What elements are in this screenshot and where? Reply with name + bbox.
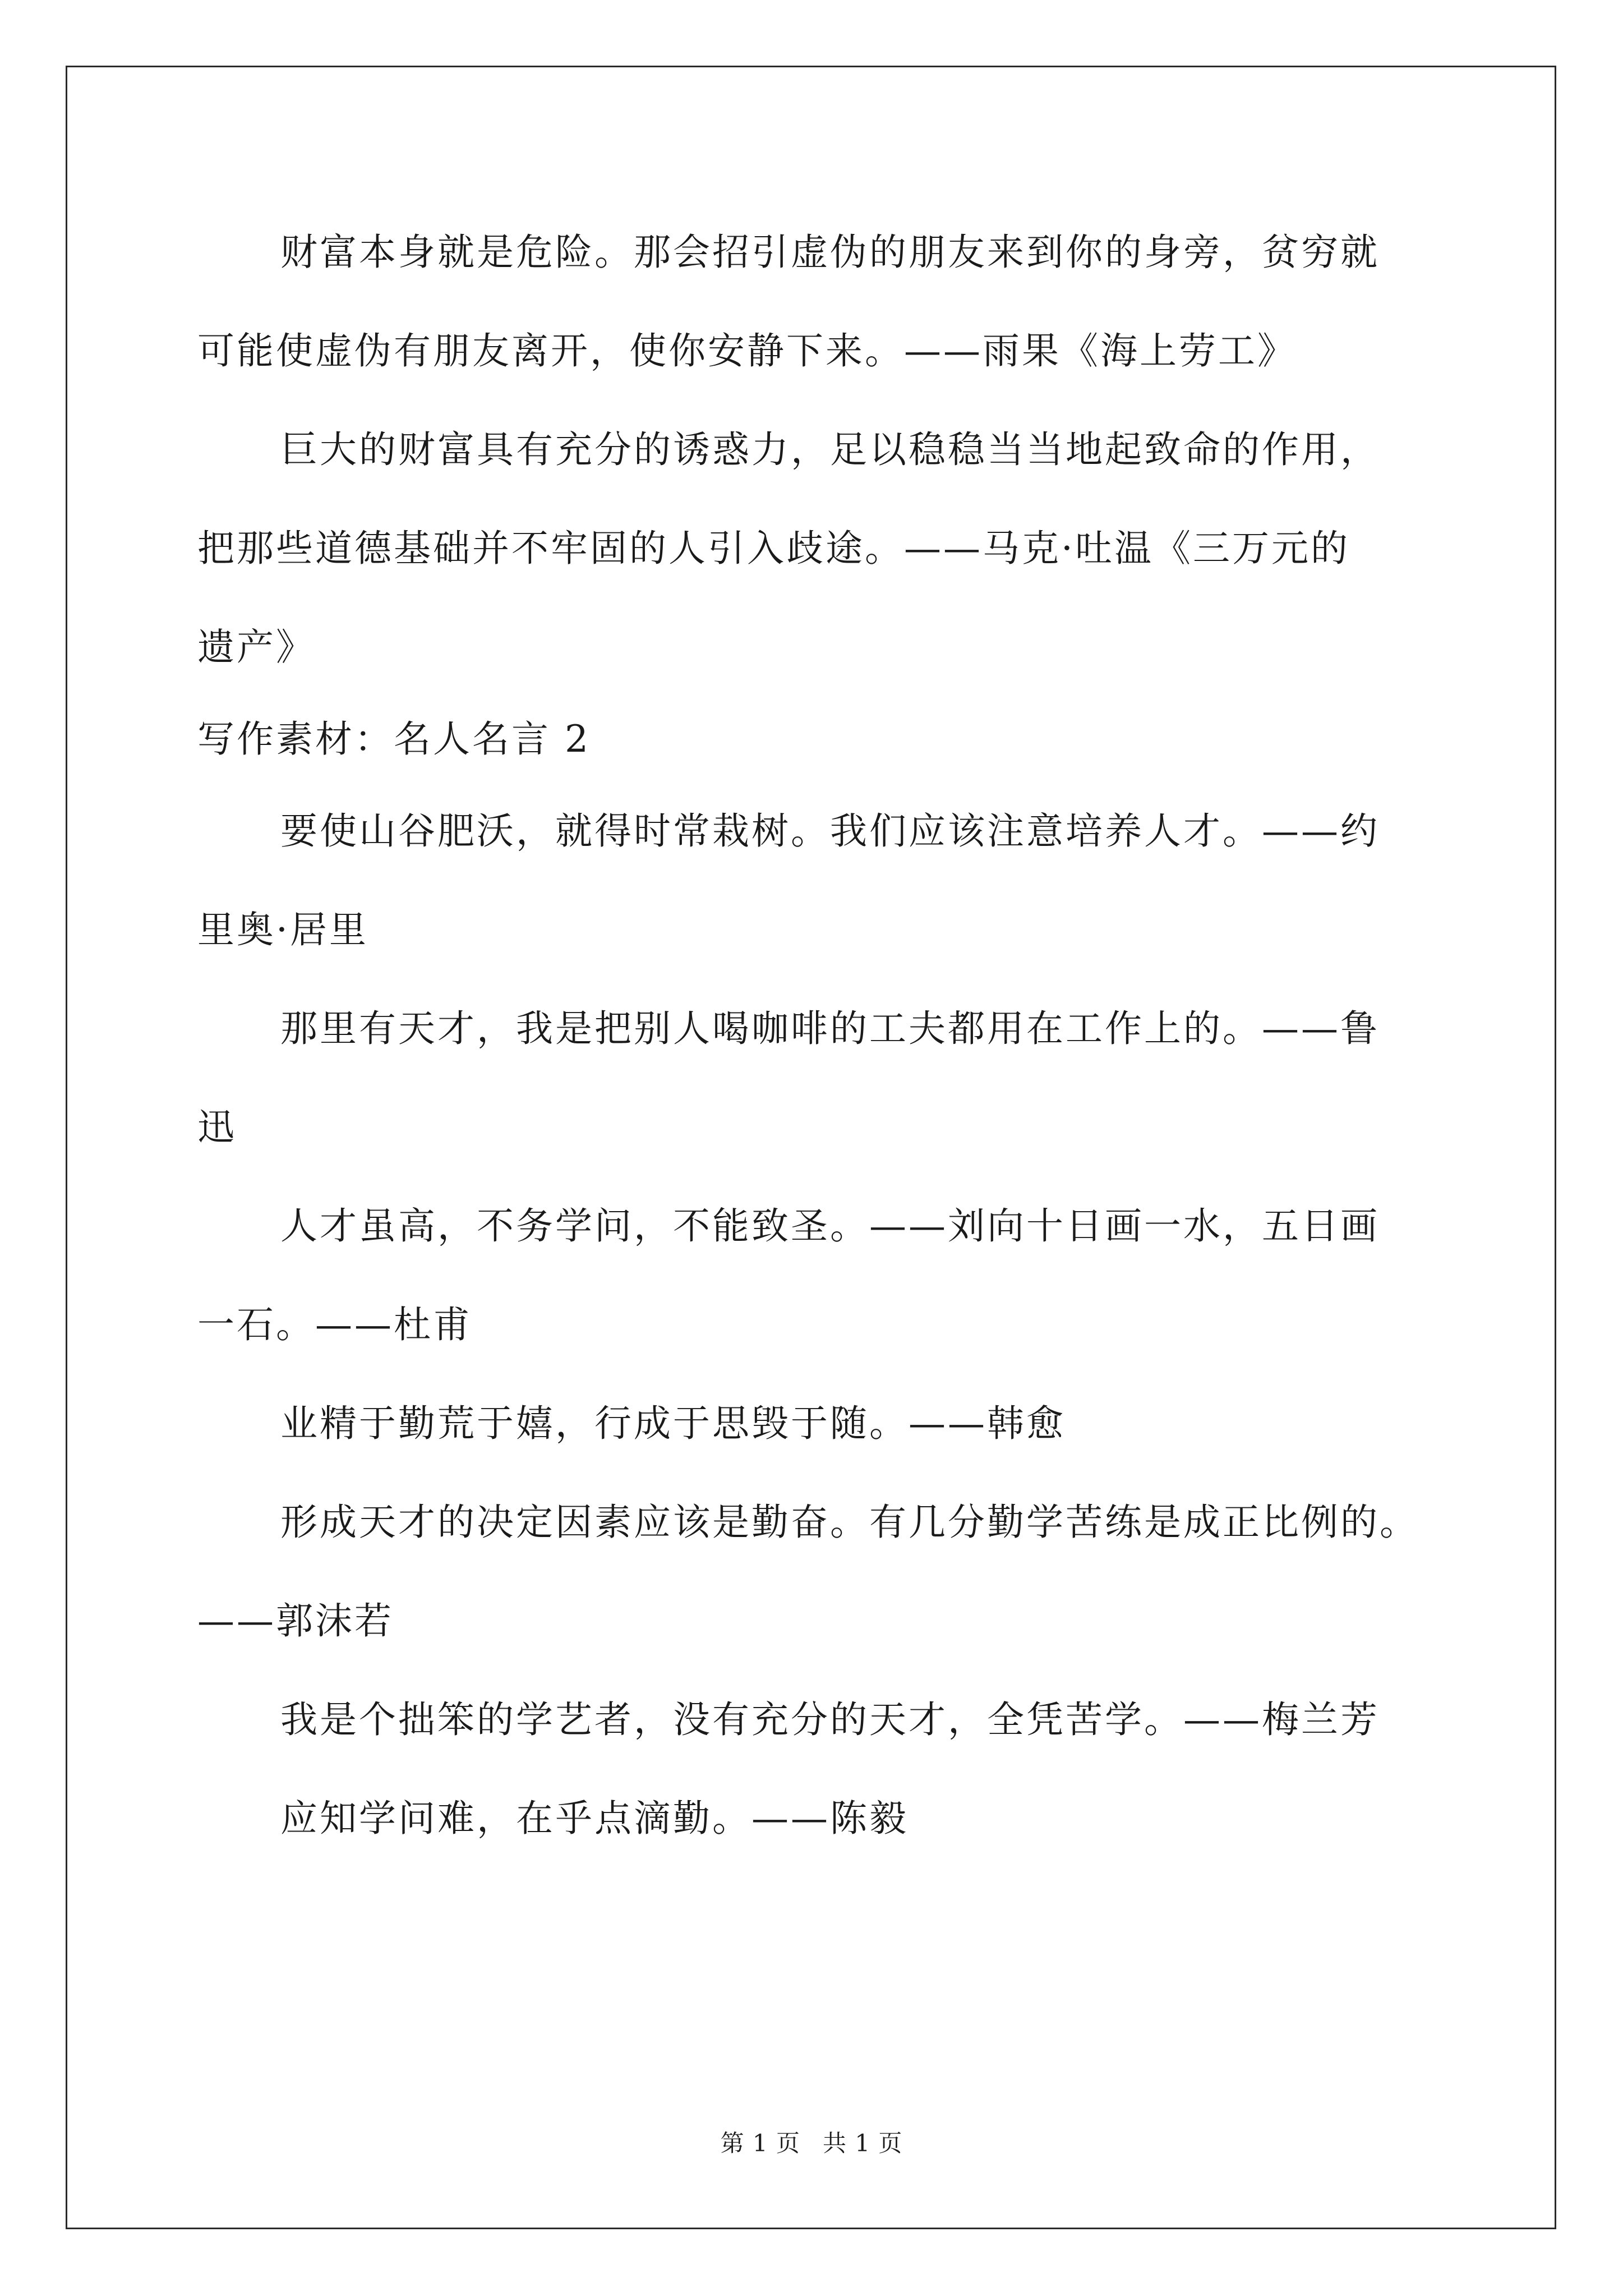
document-body bbox=[197, 213, 1428, 1878]
paragraph-line: 一石。——杜甫 bbox=[197, 1303, 472, 1346]
paragraph-line: 人才虽高，不务学问，不能致圣。——刘向十日画一水，五日画 bbox=[280, 1204, 1380, 1248]
paragraph-line: 财富本身就是危险。那会招引虚伪的朋友来到你的身旁，贫穷就 bbox=[280, 231, 1380, 274]
page-footer bbox=[0, 2125, 1623, 2159]
paragraph-line: 我是个拙笨的学艺者，没有充分的天才，全凭苦学。——梅兰芳 bbox=[280, 1698, 1380, 1741]
paragraph-line: 形成天才的决定因素应该是勤奋。有几分勤学苦练是成正比例的。 bbox=[280, 1501, 1419, 1544]
page-number: 第 1 页 bbox=[720, 2129, 800, 2157]
paragraph-line: 那里有天才，我是把别人喝咖啡的工夫都用在工作上的。——鲁 bbox=[280, 1007, 1380, 1050]
paragraph-line: ——郭沫若 bbox=[197, 1599, 394, 1642]
paragraph-line: 可能使虚伪有朋友离开，使你安静下来。——雨果《海上劳工》 bbox=[197, 329, 1297, 372]
paragraph-line: 业精于勤荒于嬉，行成于思毁于随。——韩愈 bbox=[280, 1402, 1066, 1445]
paragraph-line: 遗产》 bbox=[197, 625, 315, 669]
paragraph-line: 迅 bbox=[197, 1106, 237, 1149]
paragraph-line: 巨大的财富具有充分的诱惑力，足以稳稳当当地起致命的作用， bbox=[280, 428, 1380, 471]
page-total: 共 1 页 bbox=[823, 2129, 903, 2157]
paragraph-line: 要使山谷肥沃，就得时常栽树。我们应该注意培养人才。——约 bbox=[280, 809, 1380, 853]
section-heading: 写作素材：名人名言 2 bbox=[197, 717, 591, 761]
paragraph-line: 把那些道德基础并不牢固的人引入歧途。——马克·吐温《三万元的 bbox=[197, 527, 1350, 570]
paragraph-line: 里奥·居里 bbox=[197, 908, 368, 951]
paragraph-line: 应知学问难，在乎点滴勤。——陈毅 bbox=[280, 1797, 909, 1840]
